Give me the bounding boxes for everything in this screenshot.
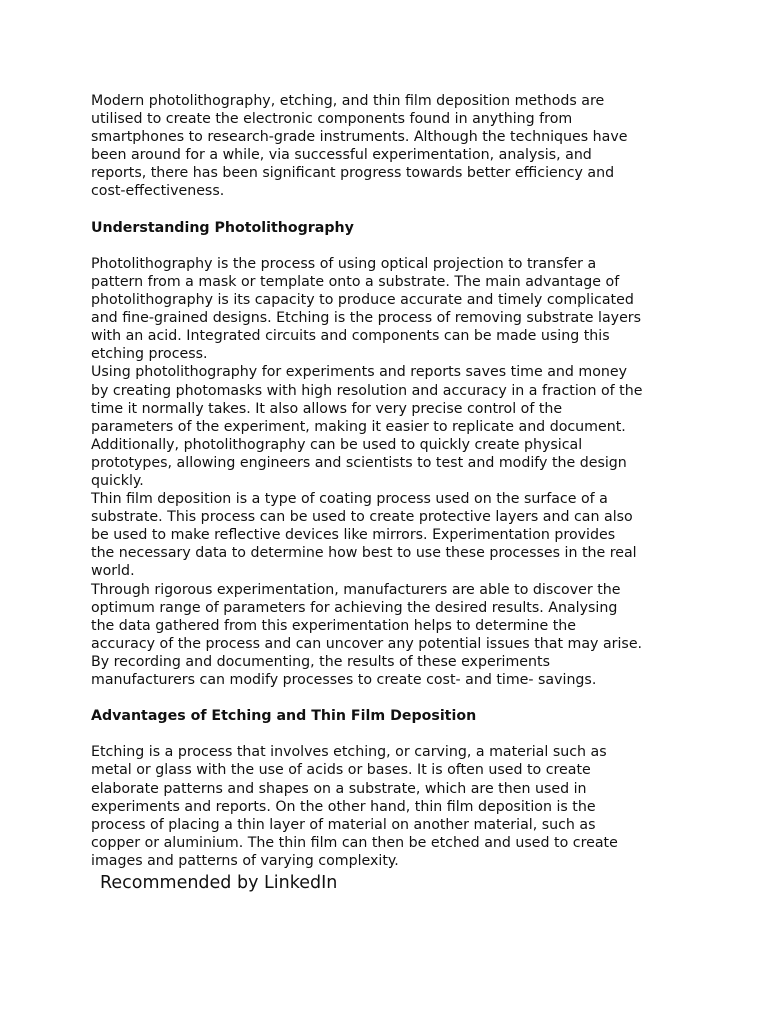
spacer: [91, 725, 681, 743]
recommended-by-linkedin-label: Recommended by LinkedIn: [100, 873, 338, 893]
article-body: [91, 92, 681, 870]
section-heading-etching: Advantages of Etching and Thin Film Deposition: [91, 708, 477, 725]
paragraph: Thin film deposition is a type of coating process used on the surface of a substrate. This process can be used to create protective layers and can also be used to make reflective devices like mirrors. Experimentation provides the necessary data to determine how best to use these processes in the real world.: [91, 491, 637, 580]
spacer: [91, 237, 681, 255]
spacer: [91, 201, 681, 219]
paragraph: Through rigorous experimentation, manufacturers are able to discover the optimum range of parameters for achieving the desired results. Analysing the data gathered from this experimentation helps to determine the accuracy of the process and can uncover any potential issues that may arise. By recording and documenting, the results of these experiments manufacturers can modify processes to create cost- and time- savings.: [91, 581, 643, 688]
paragraph: Using photolithography for experiments and reports saves time and money by creating photomasks with high resolution and accuracy in a fraction of the time it normally takes. It also allows for very precise control of the parameters of the experiment, making it easier to replicate and document. Additionally, photolithography can be used to quickly create physical prototypes, allowing engineers and scientists to test and modify the design quickly.: [91, 364, 643, 489]
paragraph: Photolithography is the process of using optical projection to transfer a pattern from a mask or template onto a substrate. The main advantage of photolithography is its capacity to produce accurate and timely complicated and fine-grained designs. Etching is the process of removing substrate layers with an acid. Integrated circuits and components can be made using this etching process.: [91, 255, 642, 363]
section-heading-photolithography: Understanding Photolithography: [91, 219, 354, 236]
intro-paragraph: Modern photolithography, etching, and thin film deposition methods are utilised to create the electronic components found in anything from smartphones to research-grade instruments. Although the techniques have been around for a while, via successful experimentation, analysis, and reports, there has been significant progress towards better efficiency and cost-effectiveness.: [91, 93, 628, 200]
paragraph: Etching is a process that involves etching, or carving, a material such as metal or glass with the use of acids or bases. It is often used to create elaborate patterns and shapes on a substrate, which are then used in experiments and reports. On the other hand, thin film deposition is the process of placing a thin layer of material on another material, such as copper or aluminium. The thin film can then be etched and used to create images and patterns of varying complexity.: [91, 744, 618, 869]
spacer: [91, 689, 681, 707]
